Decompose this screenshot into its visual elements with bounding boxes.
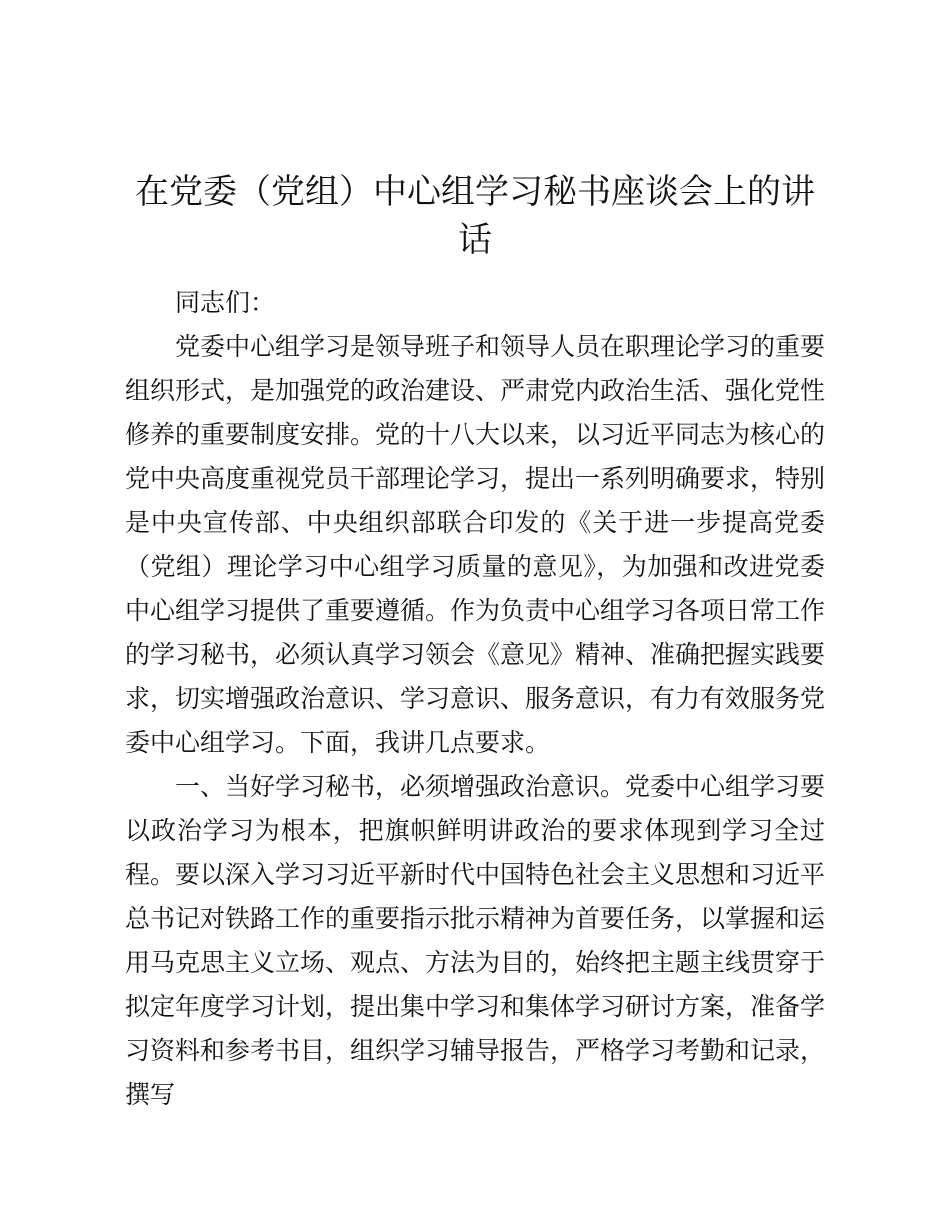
paragraph-section-one: 一、当好学习秘书，必须增强政治意识。党委中心组学习要以政治学习为根本，把旗帜鲜明讲政治的要求体现到学习全过程。要以深入学习习近平新时代中国特色社会主义思想和习近平总书记对铁路工作的重要指示批示精神为首要任务，以掌握和运用马克思主义立场、观点、方法为目的，始终把主题主线贯穿于拟定年度学习计划，提出集中学习和集体学习研讨方案，准备学习资料和参考书目，组织学习辅导报告，严格学习考勤和记录，撰写 <box>125 772 826 1109</box>
salutation: 同志们： <box>175 288 276 317</box>
document-title: 在党委（党组）中心组学习秘书座谈会上的讲话 <box>135 172 815 260</box>
paragraph-intro: 党委中心组学习是领导班子和领导人员在职理论学习的重要组织形式，是加强党的政治建设、严肃党内政治生活、强化党性修养的重要制度安排。党的十八大以来，以习近平同志为核心的党中央高度重视党员干部理论学习，提出一系列明确要求，特别是中央宣传部、中央组织部联合印发的《关于进一步提高党委（党组）理论学习中心组学习质量的意见》，为加强和改进党委中心组学习提供了重要遵循。作为负责中心组学习各项日常工作的学习秘书，必须认真学习领会《意见》精神、准确把握实践要求，切实增强政治意识、学习意识、服务意识，有力有效服务党委中心组学习。下面，我讲几点要求。 <box>125 332 826 757</box>
document-body <box>125 281 825 1117</box>
